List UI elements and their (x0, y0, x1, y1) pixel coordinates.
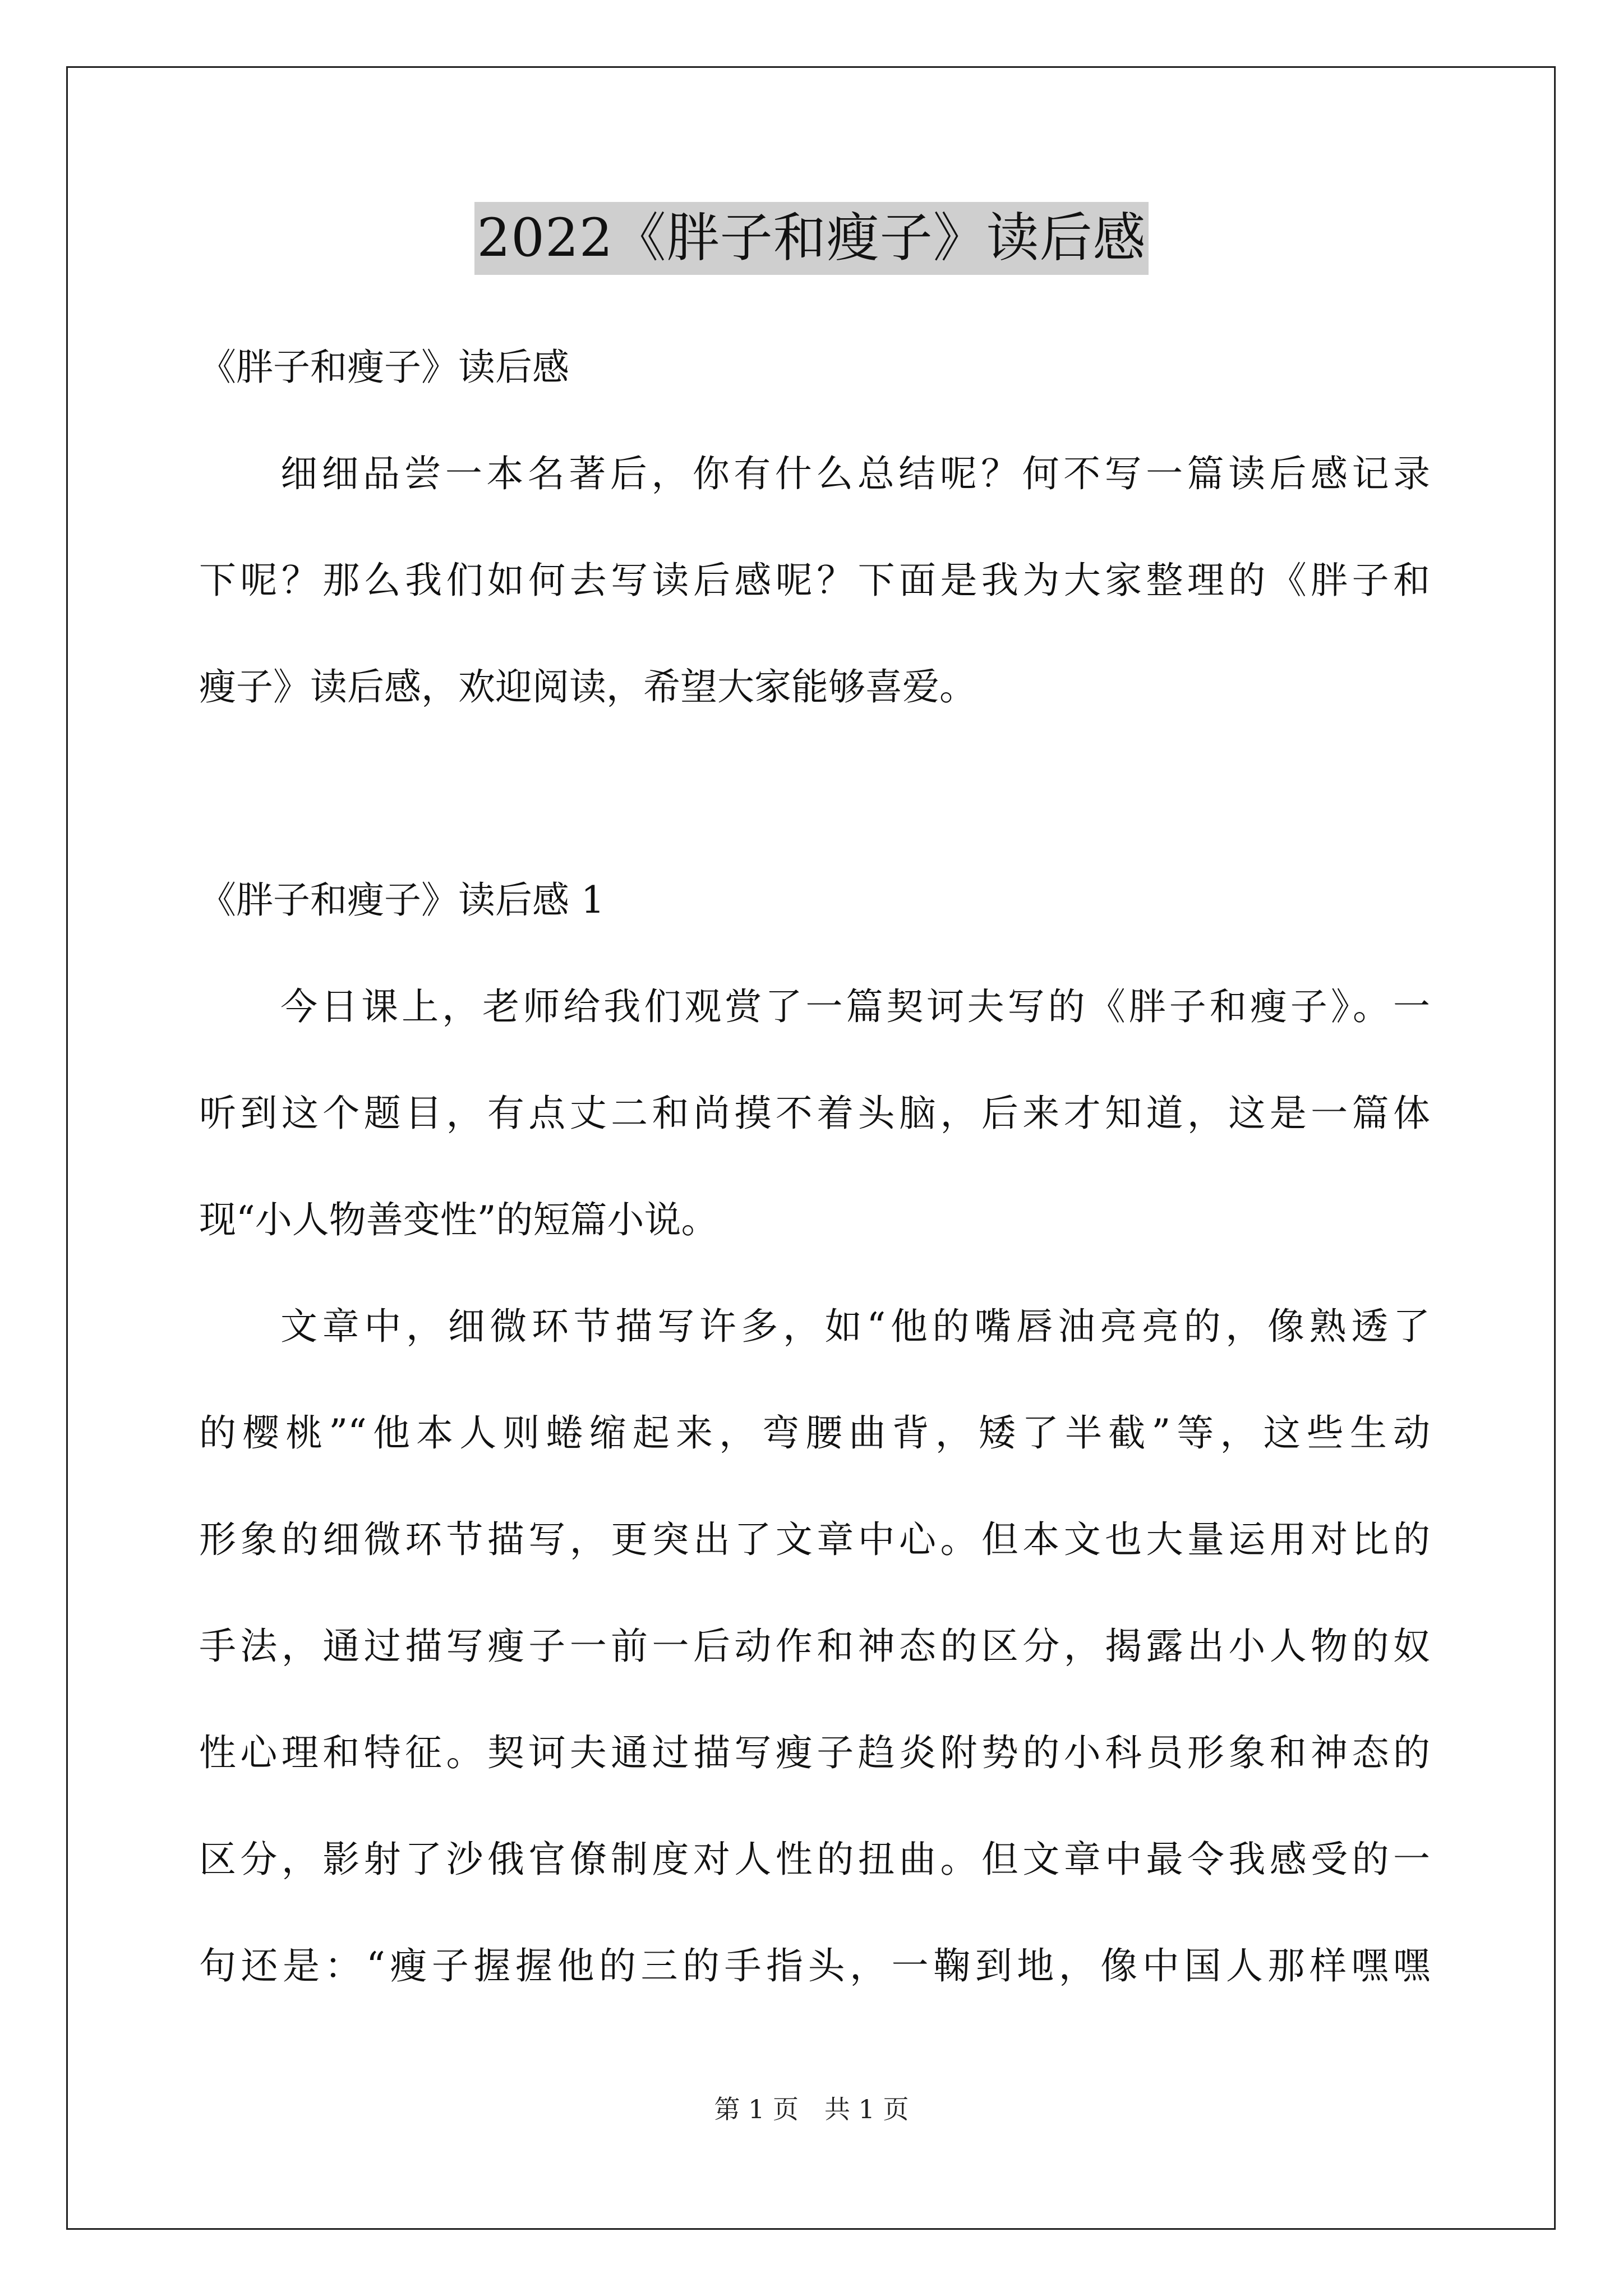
paragraph-line: 文章中，细微环节描写许多，如“他的嘴唇油亮亮的，像熟透了 (280, 1305, 1430, 1348)
paragraph-line: 区分，影射了沙俄官僚制度对人性的扭曲。但文章中最令我感受的一 (199, 1838, 1430, 1881)
intro-paragraph (199, 421, 1430, 740)
paragraph-line: 下呢？那么我们如何去写读后感呢？下面是我为大家整理的《胖子和 (199, 559, 1430, 602)
paragraph-2 (199, 1273, 1430, 2019)
subtitle: 《胖子和瘦子》读后感 (199, 346, 569, 389)
paragraph-line: 性心理和特征。契诃夫通过描写瘦子趋炎附势的小科员形象和神态的 (199, 1731, 1430, 1774)
paragraph-line: 手法，通过描写瘦子一前一后动作和神态的区分，揭露出小人物的奴 (199, 1625, 1430, 1668)
paragraph-line: 听到这个题目，有点丈二和尚摸不着头脑，后来才知道，这是一篇体 (199, 1092, 1430, 1135)
paragraph-line: 形象的细微环节描写，更突出了文章中心。但本文也大量运用对比的 (199, 1518, 1430, 1561)
paragraph-line: 的樱桃”“他本人则蜷缩起来，弯腰曲背，矮了半截”等，这些生动 (199, 1411, 1430, 1455)
page-title: 2022《胖子和瘦子》读后感 (474, 202, 1148, 275)
paragraph-line: 瘦子》读后感，欢迎阅读，希望大家能够喜爱。 (199, 665, 976, 708)
blank-line (199, 740, 1430, 847)
paragraph-1 (199, 954, 1430, 1273)
section-heading: 《胖子和瘦子》读后感 1 (199, 878, 605, 922)
paragraph-line: 现“小人物善变性”的短篇小说。 (199, 1198, 718, 1241)
document-body (199, 314, 1430, 2019)
title-area (0, 202, 1623, 275)
page-footer: 第 1 页 共 1 页 (714, 2094, 909, 2124)
paragraph-line: 细细品尝一本名著后，你有什么总结呢？何不写一篇读后感记录 (280, 452, 1430, 495)
paragraph-line: 今日课上，老师给我们观赏了一篇契诃夫写的《胖子和瘦子》。一 (280, 985, 1430, 1028)
paragraph-line: 句还是：“瘦子握握他的三的手指头，一鞠到地，像中国人那样嘿嘿 (199, 1944, 1430, 1987)
